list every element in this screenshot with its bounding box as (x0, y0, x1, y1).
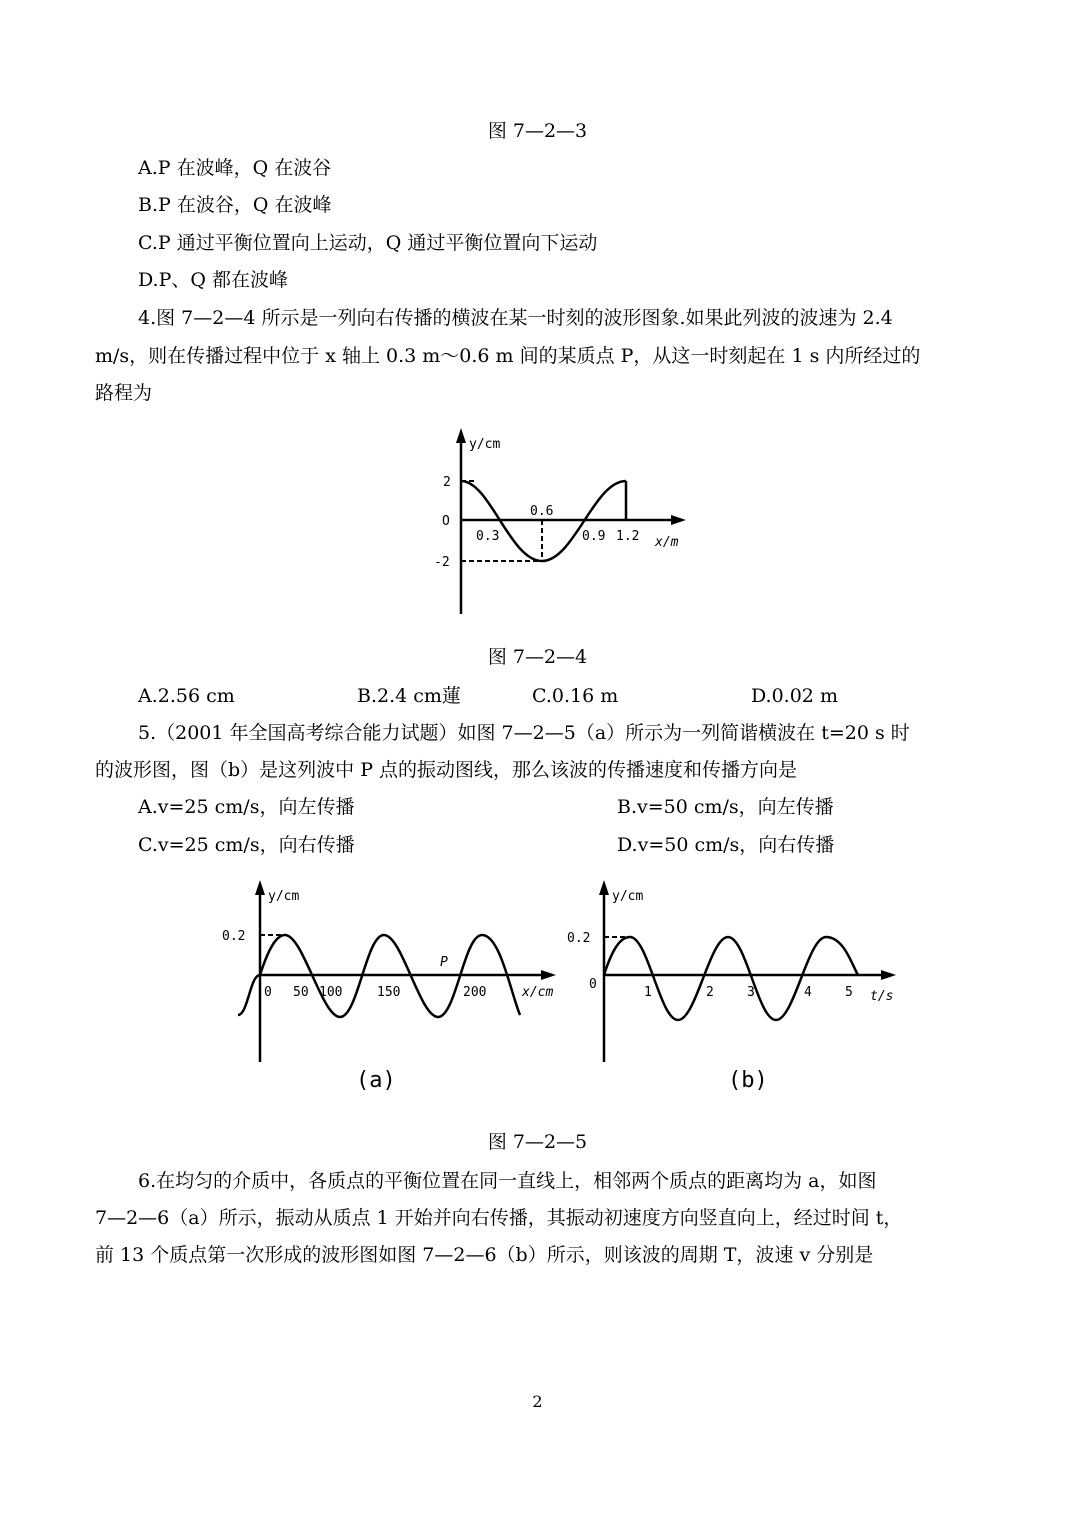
y-axis-label: y/cm (469, 437, 501, 452)
x-axis-label: t/s (870, 989, 894, 1004)
point-p-label: P (440, 955, 448, 970)
y-axis-arrow (255, 880, 265, 895)
tick-label-t-4: 4 (804, 985, 812, 1000)
tick-label-t-3: 3 (747, 985, 755, 1000)
figure-caption-7-2-3: 图 7—2—3 (487, 120, 588, 142)
figure-7-2-5a (222, 874, 565, 1094)
figure-7-2-5b (565, 874, 905, 1094)
q6-text-line-3: 前 13 个质点第一次形成的波形图如图 7—2—6（b）所示，则该波的周期 T，波速 v 分别是 (95, 1244, 874, 1266)
tick-label-y-02: 0.2 (567, 931, 591, 946)
tick-label-y-0: 0 (589, 977, 597, 992)
q5-text-line-1: 5.（2001 年全国高考综合能力试题）如图 7—2—5（a）所示为一列简谐横波在 t=20 s 时 (138, 722, 910, 744)
tick-label-x-50: 50 (293, 985, 309, 1000)
q6-text-line-2: 7—2—6（a）所示，振动从质点 1 开始并向右传播，其振动初速度方向竖直向上，经过时间 t， (95, 1207, 903, 1229)
tick-label-x-150: 150 (377, 985, 401, 1000)
q5-text-line-2: 的波形图，图（b）是这列波中 P 点的振动图线，那么该波的传播速度和传播方向是 (95, 759, 798, 781)
q3-option-d: D.P、Q 都在波峰 (138, 269, 288, 291)
tick-label-t-2: 2 (706, 985, 714, 1000)
figure-caption-7-2-4: 图 7—2—4 (487, 646, 588, 668)
tick-label-x-200: 200 (463, 985, 487, 1000)
q6-text-line-1: 6.在均匀的介质中，各质点的平衡位置在同一直线上，相邻两个质点的距离均为 a，如图 (138, 1170, 877, 1192)
q3-option-a: A.P 在波峰，Q 在波谷 (138, 157, 332, 179)
page-number: 2 (532, 1392, 543, 1411)
tick-label-x-06: 0.6 (530, 504, 554, 519)
y-axis-arrow (599, 880, 609, 895)
q4-option-a: A.2.56 cm (138, 685, 235, 707)
x-axis-arrow (671, 515, 686, 525)
y-axis-label: y/cm (612, 889, 644, 904)
x-axis-label: x/m (655, 535, 679, 550)
q4-text-line-2: m/s，则在传播过程中位于 x 轴上 0.3 m～0.6 m 间的某质点 P，从这一时刻起在 1 s 内所经过的 (95, 345, 921, 367)
tick-label-origin: O (442, 514, 450, 529)
q4-text-line-1: 4.图 7—2—4 所示是一列向右传播的横波在某一时刻的波形图象.如果此列波的波速为 2.4 (138, 307, 893, 329)
subfigure-label-b: (b) (728, 1068, 768, 1093)
tick-label-t-5: 5 (845, 985, 853, 1000)
x-axis-label: x/cm (522, 985, 554, 1000)
tick-label-y-02: 0.2 (222, 929, 246, 944)
tick-label-x-12: 1.2 (616, 529, 640, 544)
q5-option-a: A.v=25 cm/s，向左传播 (138, 796, 355, 818)
tick-label-y-neg2: -2 (434, 555, 450, 570)
x-axis-arrow (881, 970, 896, 980)
q4-text-line-3: 路程为 (95, 382, 153, 404)
subfigure-label-a: (a) (356, 1068, 396, 1093)
tick-label-t-1: 1 (644, 985, 652, 1000)
tick-label-x-09: 0.9 (582, 529, 606, 544)
q3-option-c: C.P 通过平衡位置向上运动，Q 通过平衡位置向下运动 (138, 232, 598, 254)
q5-option-b: B.v=50 cm/s，向左传播 (617, 796, 834, 818)
q4-option-d: D.0.02 m (751, 685, 838, 707)
x-axis-arrow (541, 970, 556, 980)
vibration-curve (604, 937, 858, 1020)
figure-7-2-4 (430, 424, 679, 624)
q4-option-b: B.2.4 cm蓮 (357, 685, 461, 707)
q4-option-c: C.0.16 m (532, 685, 619, 707)
figure-caption-7-2-5: 图 7—2—5 (487, 1131, 588, 1153)
q5-option-c: C.v=25 cm/s，向右传播 (138, 834, 355, 856)
q5-option-d: D.v=50 cm/s，向右传播 (617, 834, 835, 856)
q3-option-b: B.P 在波谷，Q 在波峰 (138, 194, 332, 216)
tick-label-x-03: 0.3 (476, 529, 500, 544)
y-axis-arrow (456, 428, 466, 443)
tick-label-x-100: 100 (319, 985, 343, 1000)
tick-label-x-0: 0 (264, 985, 272, 1000)
tick-label-y-2: 2 (443, 475, 451, 490)
y-axis-label: y/cm (268, 889, 300, 904)
